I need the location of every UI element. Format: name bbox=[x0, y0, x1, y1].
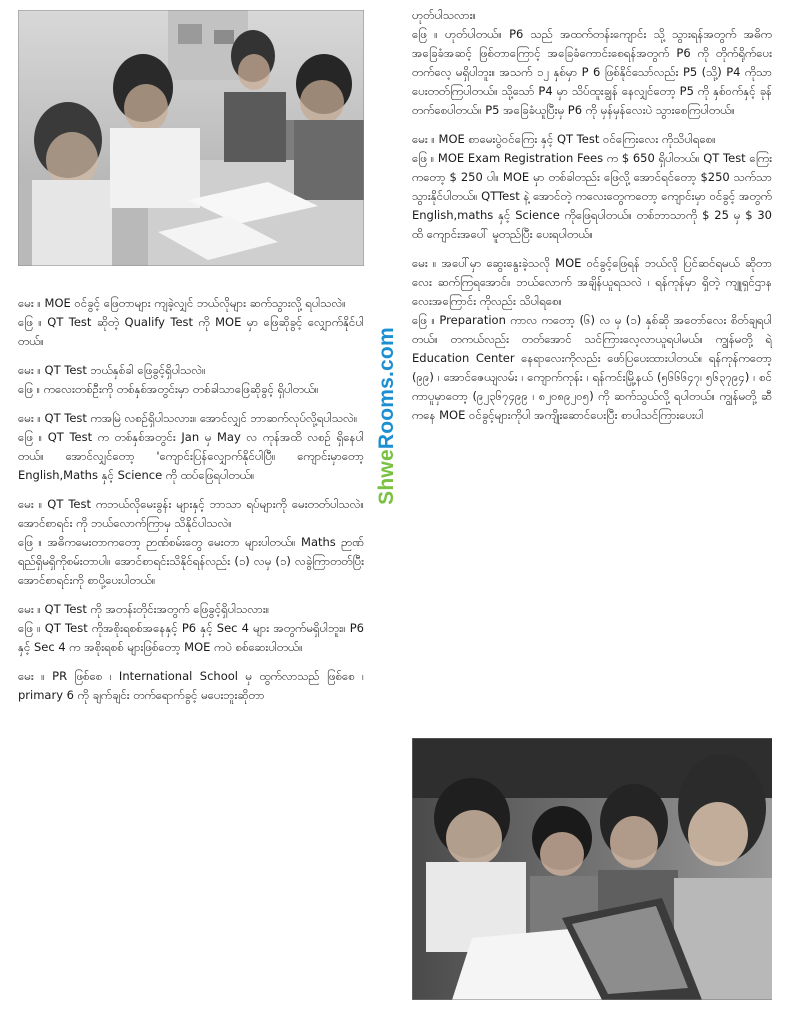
qa-block bbox=[412, 6, 772, 120]
classroom-photo bbox=[18, 10, 364, 266]
qa-block bbox=[18, 409, 364, 485]
qa-block bbox=[412, 130, 772, 244]
right-column bbox=[412, 0, 772, 1023]
answer-text: ဖြေ ။ QT Test ကိုအစိုးရစစ်အနေနှင့် P6 နှင့် Sec 4 များ အတွက်မရှိပါဘူး။ P6 နှင့် Sec 4 က အစိုးရစစ် များဖြစ်တော့ MOE ကပဲ စစ်ဆေးပါတယ်။ bbox=[18, 621, 364, 654]
answer-text: ဖြေ ။ Preparation ကာလ ကတော့ (၆) လ မှ (၁) နှစ်ဆို အတော်လေး စိတ်ချရပါတယ်။ တကယ်လည်း တတ်အောင် သင်ကြားလေ့လာယူရပါမယ်။ ကျွန်မတို့ ရဲ့ Education Center နေရာလေးကိုလည်း ဖော်ပြပေးထားပါတယ်။ ရန်ကုန်ကတော့ (၉၉) ၊ အောင်ဇေယျလမ်း ၊ ကျောက်ကုန်း ၊ ရန်ကင်းမြို့နယ် (၅၆၆၆၄၇၊ ၅၆၃၇၉၄) ၊ စင်ကာပူမှာတော့ (၉၂၃၆၇၄၉၉ ၊ ၈၂၀၈၉၂၀၅) ကို ဆက်သွယ်လို့ ရပါတယ်။ ကျွန်မတို့ ဆီကနေ MOE ဝင်ခွင့်များကိုပါ အကျိုးဆောင်ပေးပြီး စာပါသင်ကြားပေးပါ bbox=[412, 313, 772, 422]
classroom-photo-icon bbox=[18, 10, 364, 266]
students-laptop-photo-icon bbox=[412, 738, 772, 1000]
question-text: မေး ။ MOE စာမေးပွဲဝင်ကြေး နှင့် QT Test ဝင်ကြေးလေး ကိုသိပါရစေ။ bbox=[412, 132, 716, 146]
qa-block bbox=[18, 495, 364, 590]
answer-text: ဖြေ ။ QT Test က တစ်နှစ်အတွင်း Jan မှ May လ ကုန်အထိ လစဉ် ရှိနေပါတယ်။ အောင်လျှင်တော့ 'ကျောင်းပြန်လျှောက်နိုင်ပါပြီ။ ကျောင်းမှာတော့ English,Maths နှင့် Science ကို ထပ်ဖြေရပါတယ်။ bbox=[18, 430, 364, 482]
answer-text: ဖြေ ။ ဟုတ်ပါတယ်။ P6 သည် အထက်တန်းကျောင်း သို့ သွားရန်အတွက် အဓိက အခြေခံအဆင့် ဖြစ်တာကြောင့် အခြေခံကောင်းစေရန်အတွက် P6 ကို တိုက်ရိုက်ပေးတက်လေ့ မရှိပါဘူး။ အသက် ၁၂ နှစ်မှာ P 6 ဖြစ်နိုင်သော်လည်း P5 (သို့) P4 ကိုသာ ပေးတတ်ကြပါတယ်။ သို့သော် P4 မှာ သိပ်ထူးချွန် နေလျှင်တော့ P5 ကို နှစ်ဝက်နှင့် ခုန်တက်စေပါတယ်။ P5 အခြေခံယူပြီးမှ P6 ကို မှန်မှန်လေးပဲ သွားစေကြပါတယ်။ bbox=[412, 27, 772, 117]
question-text: မေး ။ QT Test ကို အတန်းတိုင်းအတွက် ဖြေခွင့်ရှိပါသလား။ bbox=[18, 602, 270, 616]
watermark bbox=[374, 300, 400, 532]
students-laptop-photo bbox=[412, 738, 772, 1000]
answer-text: ဖြေ ။ MOE Exam Registration Fees က $ 650 ရှိပါတယ်။ QT Test ကြေးကတော့ $ 250 ပါ။ MOE မှာ တစ်ခါတည်း ဖြေလို့ အောင်ရင်တော့ $250 သက်သာသွားနိုင်ပါတယ်။ QTTest နဲ့ အောင်တဲ့ ကလေးတွေကတော့ ကျောင်းမှာ ဝင်ခွင့် အတွက် English,maths နှင့် Science ကိုဖြေရပါတယ်။ တစ်ဘာသာကို $ 25 မှ $ 30 ထိ ကျောင်းအပေါ် မူတည်ပြီး ပေးရပါတယ်။ bbox=[412, 151, 772, 241]
question-text: မေး ။ PR ဖြစ်စေ ၊ International School မှ ထွက်လာသည် ဖြစ်စေ ၊ primary 6 ကို ချက်ချင်း တက်ရောက်ခွင့် မပေးဘူးဆိုတာ bbox=[18, 669, 364, 702]
watermark-part2: Rooms.com bbox=[375, 327, 398, 450]
question-text: မေး ။ QT Test ဘယ်နှစ်ခါ ဖြေခွင့်ရှိပါသလဲ။ bbox=[18, 363, 206, 377]
qa-block bbox=[18, 667, 364, 705]
watermark-text bbox=[375, 327, 399, 505]
question-text: မေး ။ QT Test ကဘယ်လိုမေးခွန်း များနှင့် ဘာသာ ရပ်များကို မေးတတ်ပါသလဲ။ အောင်စာရင်း ကို ဘယ်လောက်ကြာမှ သိနိုင်ပါသလဲ။ bbox=[18, 497, 364, 530]
answer-text: ဖြေ ။ QT Test ဆိုတဲ့ Qualify Test ကို MOE မှာ ဖြေဆိုခွင့် လျှောက်နိုင်ပါတယ်။ bbox=[18, 315, 364, 348]
question-text: မေး ။ MOE ဝင်ခွင့် ဖြေတာများ ကျခဲ့လျှင် ဘယ်လိုများ ဆက်သွားလို့ ရပါသလဲ။ bbox=[18, 296, 346, 310]
left-column bbox=[18, 0, 378, 1023]
answer-text: ဖြေ ။ ကလေးတစ်ဦးကို တစ်နှစ်အတွင်းမှာ တစ်ခါသာဖြေဆိုခွင့် ရှိပါတယ်။ bbox=[18, 382, 319, 396]
watermark-part1: Shwe bbox=[375, 449, 398, 505]
question-text: ဟုတ်ပါသလား။ bbox=[412, 8, 477, 22]
answer-text: ဖြေ ။ အဓိကမေးတာကတော့ ဉာဏ်စမ်းတွေ မေးတာ များပါတယ်။ Maths ဉာဏ်ရည်ရှိမရှိကိုစမ်းတာပါ။ အောင်စာရင်းသိနိုင်ရန်လည်း (၁) လမှ (၁) လခွဲကြာတတ်ပြီး အောင်စာရင်းကို စာပို့ပေးပါတယ်။ bbox=[18, 535, 364, 587]
qa-block bbox=[412, 254, 772, 425]
qa-block bbox=[18, 600, 364, 657]
qa-block bbox=[18, 294, 364, 351]
qa-block bbox=[18, 361, 364, 399]
question-text: မေး ။ QT Test ကအမြဲ လစဉ်ရှိပါသလား။ အောင်လျှင် ဘာဆက်လုပ်လို့ရပါသလဲ။ bbox=[18, 411, 358, 425]
question-text: မေး ။ အပေါ်မှာ ဆွေးနွေးခဲ့သလို MOE ဝင်ခွင့်ဖြေရန် ဘယ်လို ပြင်ဆင်ရမယ် ဆိုတာလေး ဆက်ကြရအောင်။ ဘယ်လောက် အချိန်ယူရသလဲ ၊ ရန်ကုန်မှာ ရှိတဲ့ ကျူရှင်ဌာနလေးအကြောင်း ကိုလည်း သိပါရစေ။ bbox=[412, 256, 772, 308]
